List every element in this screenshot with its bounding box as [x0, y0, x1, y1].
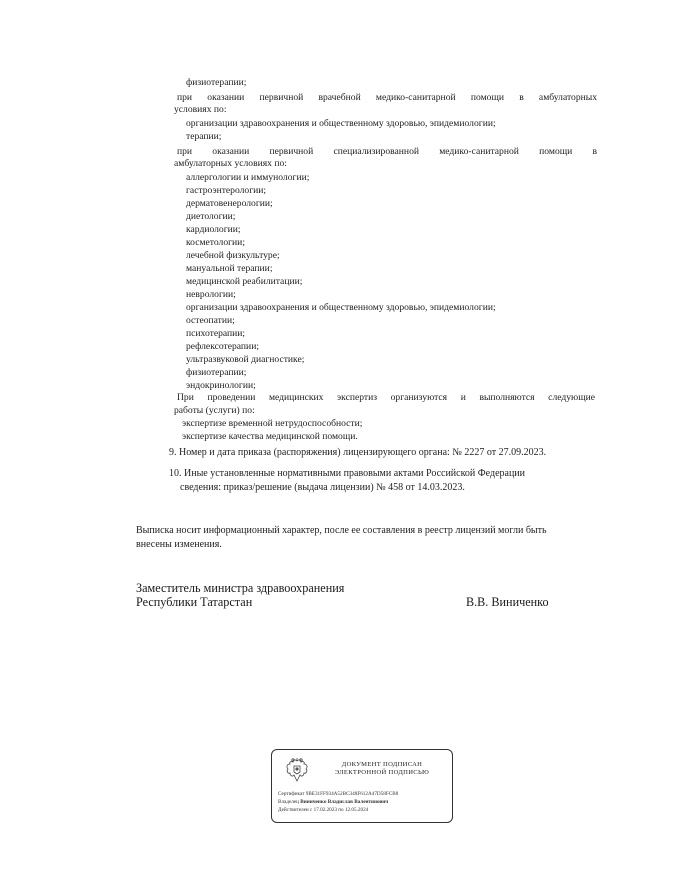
list-line: мануальной терапии; [186, 263, 273, 274]
list-line: психотерапии; [186, 328, 246, 339]
list-line: амбулаторных условиях по: [174, 158, 287, 169]
owner-label: Владелец [278, 799, 299, 805]
list-line: работы (услуги) по: [174, 405, 255, 416]
list-line: терапии; [186, 131, 222, 142]
list-line: остеопатии; [186, 315, 235, 326]
stamp-validity: Действителен с 17.02.2023 по 12.05.2024 [278, 807, 369, 813]
list-line: неврологии; [186, 289, 236, 300]
list-line: организации здравоохранения и общественному здоровью, эпидемиологии; [186, 118, 496, 129]
signatory-position-line2: Республики Татарстан [136, 595, 253, 609]
list-line: лечебной физкультуре; [186, 250, 280, 261]
stamp-title-line1: ДОКУМЕНТ ПОДПИСАН [341, 761, 423, 768]
list-line: ультразвуковой диагностике; [186, 354, 305, 365]
list-line: косметологии; [186, 237, 245, 248]
list-line: эндокринологии; [186, 380, 256, 391]
list-line: при оказании первичной специализированной медико-санитарной помощи в [177, 146, 597, 157]
list-line: кардиологии; [186, 224, 241, 235]
list-line: аллергологии и иммунологии; [186, 172, 310, 183]
electronic-signature-stamp [271, 749, 453, 823]
list-line: экспертизе временной нетрудоспособности; [182, 418, 363, 429]
list-line: при оказании первичной врачебной медико-санитарной помощи в амбулаторных [177, 92, 597, 103]
list-line: физиотерапии; [186, 367, 247, 378]
stamp-certificate [278, 791, 398, 797]
list-line: гастроэнтерологии; [186, 185, 267, 196]
list-line: условиях по: [174, 104, 227, 115]
coat-of-arms-icon [282, 757, 312, 785]
list-line: диетологии; [186, 211, 236, 222]
stamp-title-line2: ЭЛЕКТРОННОЙ ПОДПИСЬЮ [334, 769, 430, 776]
list-line: организации здравоохранения и общественному здоровью, эпидемиологии; [186, 302, 496, 313]
item-9: 9. Номер и дата приказа (распоряжения) лицензирующего органа: № 2227 от 27.09.2023. [169, 447, 547, 458]
list-line: рефлексотерапии; [186, 341, 259, 352]
item-10-line2: сведения: приказ/решение (выдача лицензии) № 458 от 14.03.2023. [180, 482, 465, 493]
list-line: физиотерапии; [186, 77, 247, 88]
list-line: медицинской реабилитации; [186, 276, 303, 287]
item-10-line1: 10. Иные установленные нормативными правовыми актами Российской Федерации [169, 468, 526, 479]
signatory-position-line1: Заместитель министра здравоохранения [136, 581, 345, 595]
note-line1: Выписка носит информационный характер, после ее составления в реестр лицензий могли быть [136, 525, 547, 536]
note-line2: внесены изменения. [136, 539, 222, 550]
owner-value: Виниченко Владислав Валентинович [300, 799, 389, 805]
signatory-name: В.В. Виниченко [466, 595, 549, 609]
list-line: При проведении медицинских экспертиз организуются и выполняются следующие [177, 392, 595, 403]
certificate-value: 9BE31FF934A52BC348F612A47D58FCB8 [305, 791, 399, 797]
stamp-owner [278, 799, 388, 805]
list-line: дерматовенерологии; [186, 198, 273, 209]
certificate-label: Сертификат [278, 791, 305, 797]
list-line: экспертизе качества медицинской помощи. [182, 431, 358, 442]
